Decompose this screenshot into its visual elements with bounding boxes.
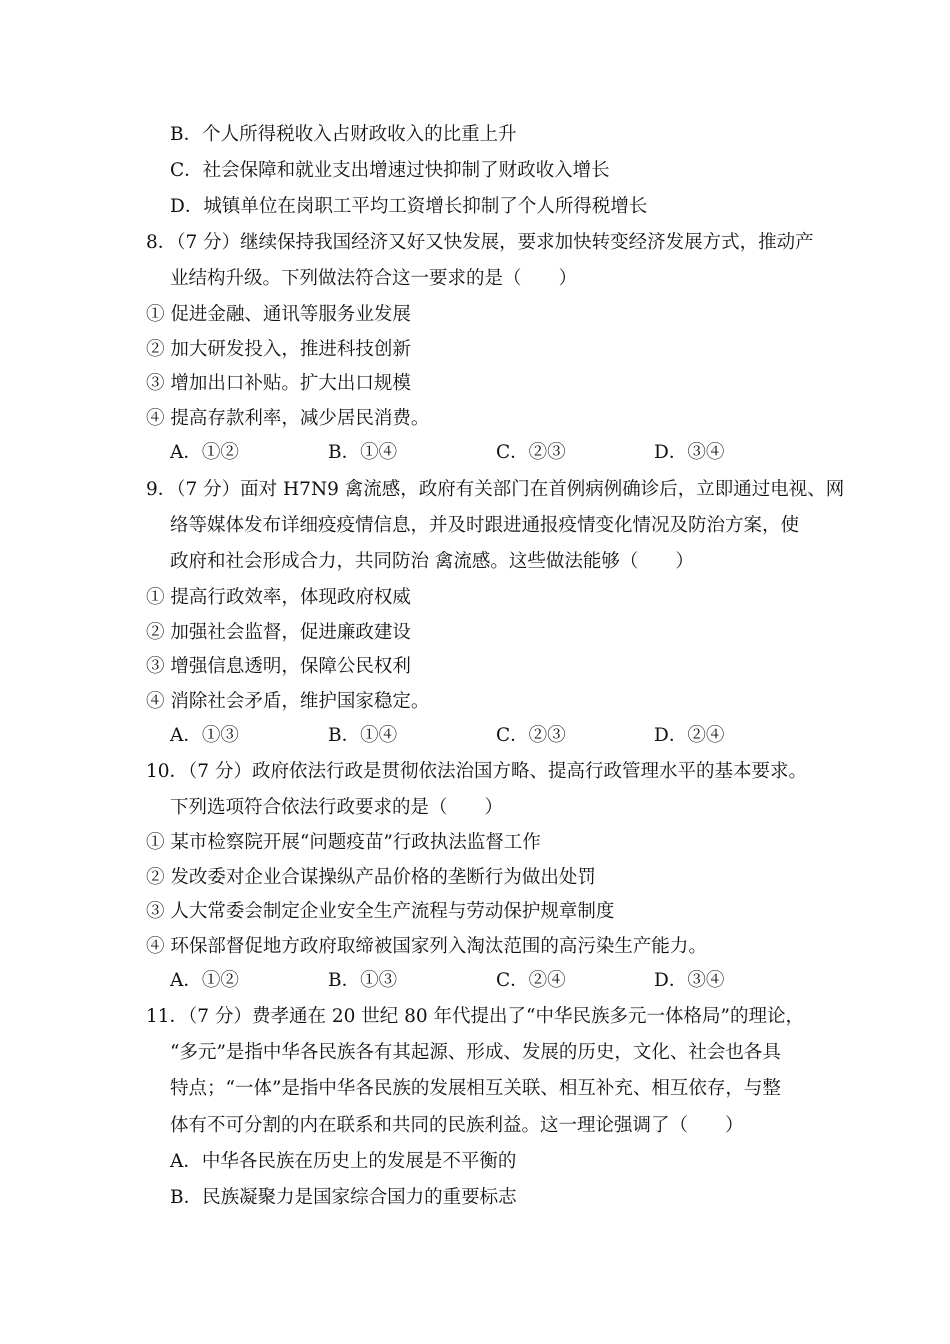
q11-stem-line: 体有不可分割的内在联系和共同的民族利益。这一理论强调了（ ） [170, 1115, 744, 1136]
q10-choice-b: B．①③ [328, 970, 398, 991]
q10-stem-line: 10．（7 分）政府依法行政是贯彻依法治国方略、提高行政管理水平的基本要求。 [146, 761, 807, 782]
q10-item: ④ 环保部督促地方政府取缔被国家列入淘汰范围的高污染生产能力。 [146, 936, 707, 957]
q8-item: ③ 增加出口补贴。扩大出口规模 [146, 373, 411, 394]
q11-stem-line: “多元”是指中华各民族各有其起源、形成、发展的历史，文化、社会也各具 [170, 1042, 781, 1063]
q10-item: ③ 人大常委会制定企业安全生产流程与劳动保护规章制度 [146, 901, 615, 922]
q7-option-c: C．社会保障和就业支出增速过快抑制了财政收入增长 [170, 160, 610, 181]
q8-stem-line: 8．（7 分）继续保持我国经济又好又快发展，要求加快转变经济发展方式，推动产 [146, 232, 814, 253]
q10-stem-line: 下列选项符合依法行政要求的是（ ） [170, 797, 504, 818]
q8-choice-a: A．①② [170, 442, 239, 463]
q10-item: ② 发改委对企业合谋操纵产品价格的垄断行为做出处罚 [146, 867, 596, 888]
q9-choice-a: A．①③ [170, 725, 239, 746]
q11-option-a: A．中华各民族在历史上的发展是不平衡的 [170, 1151, 517, 1172]
q10-item: ① 某市检察院开展“问题疫苗”行政执法监督工作 [146, 832, 541, 853]
q8-choice-b: B．①④ [328, 442, 398, 463]
q9-stem-line: 络等媒体发布详细疫疫情信息，并及时跟进通报疫情变化情况及防治方案，使 [170, 515, 800, 536]
q11-stem-line: 特点；“一体”是指中华各民族的发展相互关联、相互补充、相互依存，与整 [170, 1078, 781, 1099]
q11-stem-line: 11．（7 分）费孝通在 20 世纪 80 年代提出了“中华民族多元一体格局”的理论， [146, 1006, 804, 1027]
q8-choice-c: C．②③ [496, 442, 566, 463]
q9-stem-line: 政府和社会形成合力，共同防治 禽流感。这些做法能够（ ） [170, 551, 694, 572]
q8-item: ④ 提高存款利率，减少居民消费。 [146, 408, 430, 429]
q11-option-b: B．民族凝聚力是国家综合国力的重要标志 [170, 1187, 517, 1208]
q7-option-b: B．个人所得税收入占财政收入的比重上升 [170, 124, 517, 145]
q9-choice-d: D．②④ [654, 725, 725, 746]
q9-item: ③ 增强信息透明，保障公民权利 [146, 656, 411, 677]
q7-option-d: D．城镇单位在岗职工平均工资增长抑制了个人所得税增长 [170, 196, 648, 217]
q8-item: ② 加大研发投入，推进科技创新 [146, 339, 411, 360]
q10-choice-d: D．③④ [654, 970, 725, 991]
q9-item: ② 加强社会监督，促进廉政建设 [146, 622, 411, 643]
q9-stem-line: 9．（7 分）面对 H7N9 禽流感，政府有关部门在首例病例确诊后，立即通过电视、网 [146, 479, 845, 500]
q10-choice-c: C．②④ [496, 970, 566, 991]
q9-choice-b: B．①④ [328, 725, 398, 746]
q8-item: ① 促进金融、通讯等服务业发展 [146, 304, 411, 325]
q8-stem-line: 业结构升级。下列做法符合这一要求的是（ ） [170, 268, 578, 289]
q9-item: ④ 消除社会矛盾，维护国家稳定。 [146, 691, 430, 712]
q10-choice-a: A．①② [170, 970, 239, 991]
q8-choice-d: D．③④ [654, 442, 725, 463]
q9-item: ① 提高行政效率，体现政府权威 [146, 587, 411, 608]
q9-choice-c: C．②③ [496, 725, 566, 746]
